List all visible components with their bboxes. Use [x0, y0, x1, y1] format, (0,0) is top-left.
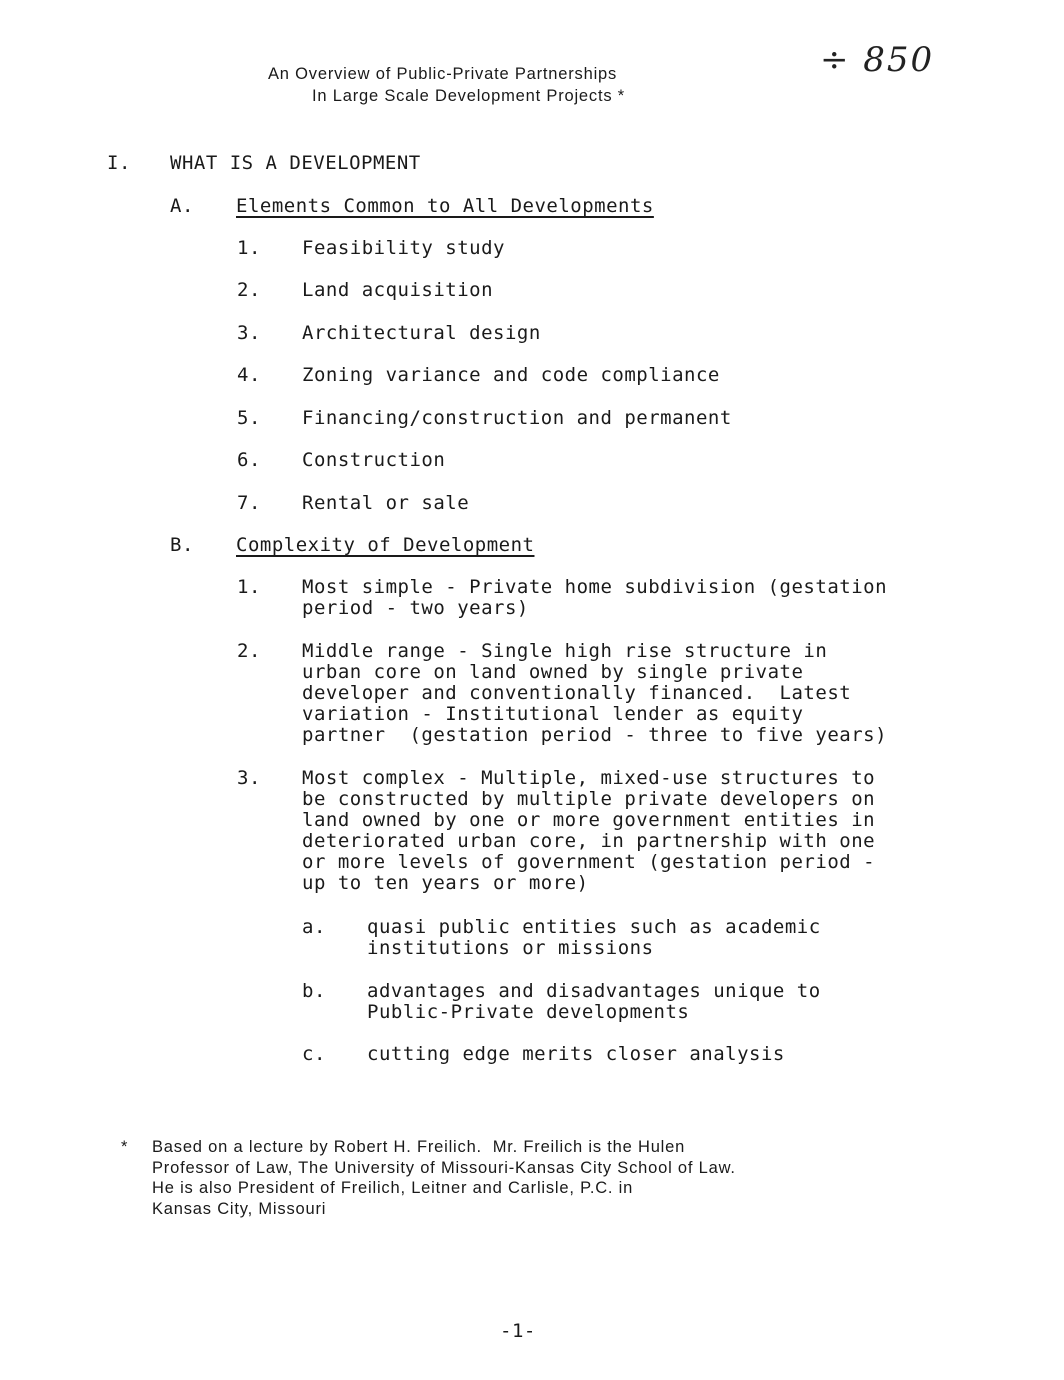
list-item-number: 2. [237, 640, 261, 662]
sub-item: advantages and disadvantages unique to Public-Private developments [367, 980, 821, 1023]
section-heading: WHAT IS A DEVELOPMENT [170, 152, 421, 174]
list-item-number: 2. [237, 279, 261, 301]
list-item-number: 7. [237, 492, 261, 514]
footnote-text: Based on a lecture by Robert H. Freilich. Mr. Freilich is the Hulen Professor of Law, The University of Missouri-Kansas City School of Law. He is also President of Freilich, Leitner and Carlisle, P.C. in Kansas City, Missouri [152, 1138, 736, 1218]
list-item: Architectural design [302, 322, 541, 344]
list-item: Zoning variance and code compliance [302, 364, 720, 386]
sub-item: quasi public entities such as academic institutions or missions [367, 916, 821, 959]
list-item-number: 1. [237, 576, 261, 598]
list-item-number: 3. [237, 767, 261, 789]
list-item-number: 5. [237, 407, 261, 429]
title-line-2: In Large Scale Development Projects * [312, 87, 625, 105]
subsection-b-heading: Complexity of Development [236, 534, 535, 556]
list-item: Most complex - Multiple, mixed-use structures to be constructed by multiple private developers on land owned by one or more government entities in deteriorated urban core, in partnership with one or more levels of government (gestation period - up to ten years or more) [302, 767, 876, 894]
handwritten-note: ÷ 850 [820, 40, 935, 80]
list-item: Middle range - Single high rise structure in urban core on land owned by single private developer and conventionally financed. Latest variation - Institutional lender as equity partner (gestation period - three to five years) [302, 640, 888, 746]
sub-item-letter: b. [302, 980, 326, 1002]
list-item-number: 3. [237, 322, 261, 344]
sub-item: cutting edge merits closer analysis [367, 1043, 785, 1065]
list-item-number: 4. [237, 364, 261, 386]
subsection-a-letter: A. [170, 195, 194, 217]
list-item-number: 6. [237, 449, 261, 471]
list-item: Feasibility study [302, 237, 505, 259]
list-item: Construction [302, 449, 446, 471]
list-item: Rental or sale [302, 492, 470, 514]
sub-item-letter: c. [302, 1043, 326, 1065]
list-item-number: 1. [237, 237, 261, 259]
subsection-a-heading: Elements Common to All Developments [236, 195, 654, 217]
list-item: Financing/construction and permanent [302, 407, 732, 429]
list-item: Land acquisition [302, 279, 494, 301]
list-item: Most simple - Private home subdivision (gestation period - two years) [302, 576, 888, 619]
page-number: -1- [500, 1320, 536, 1342]
footnote-marker: * [121, 1138, 129, 1156]
section-numeral: I. [107, 152, 131, 174]
sub-item-letter: a. [302, 916, 326, 938]
subsection-b-letter: B. [170, 534, 194, 556]
title-line-1: An Overview of Public-Private Partnerships [268, 65, 618, 83]
